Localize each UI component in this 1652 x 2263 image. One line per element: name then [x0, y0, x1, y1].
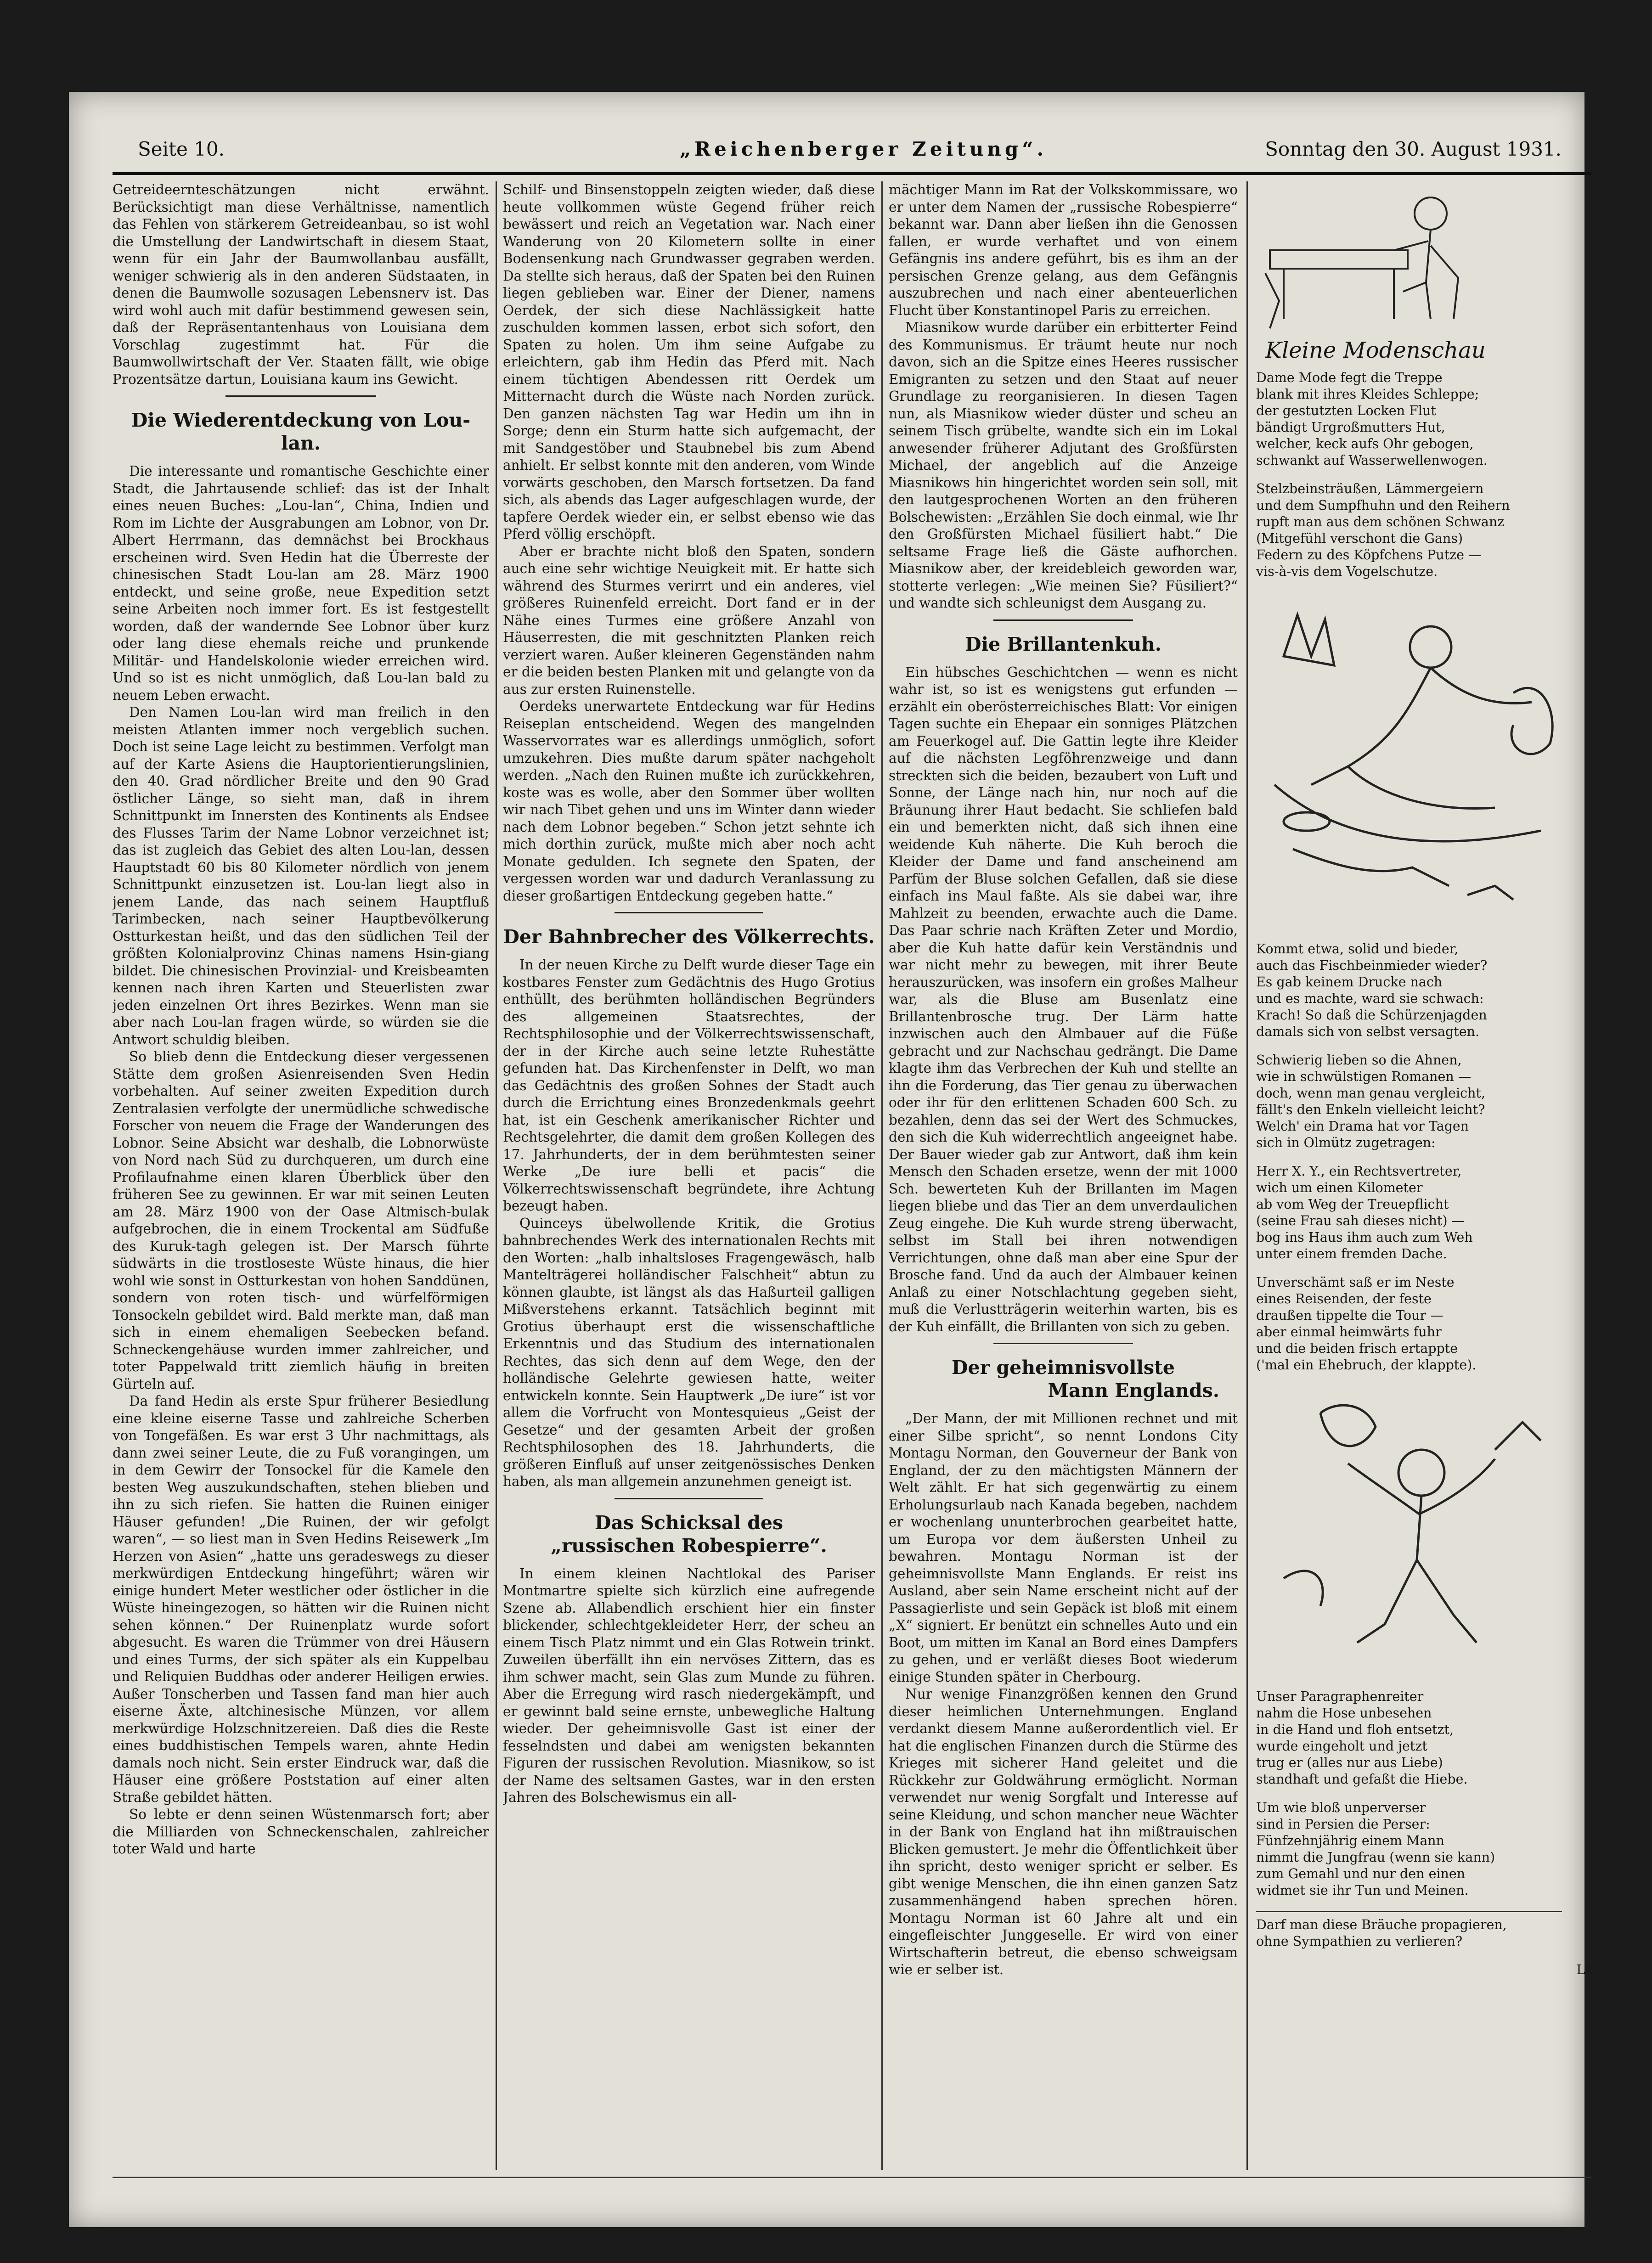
paragraph: Den Namen Lou-lan wird man freilich in den meisten Atlanten immer noch vergeblich suchen. Doch ist seine Lage leicht zu bestimmen. Verfolgt man auf der Karte Asiens die Hauptorientierungslinien, den 40. Grad nördlicher Breite und den 90 Grad östlicher Länge, so sieht man, daß in ihrem Schnittpunkt im Innersten des Kontinents als Endsee des Flusses Tarim der Name Lobnor verzeichnet ist; das ist zugleich das Gebiet des alten Lou-lan, dessen Hauptstadt 60 bis 80 Kilometer nördlich von jenem Schnittpunkt einzusetzen ist. Lou-lan liegt also in jenem Lande, das nach seinem Hauptfluß Tarimbecken, nach seiner Hauptbevölkerung Ostturkestan heißt, und das den südlichen Teil der größten Kolonialprovinz Chinas namens Hsin-giang bildet. Die chinesischen Provinzial- und Kreisbeamten kennen nach ihren Karten und Steuerlisten zwar jeden einzelnen Ort ihres Bezirkes. Wenn man sie aber nach Lou-lan fragen würde, so würden sie die Antwort schuldig bleiben. — [113, 704, 489, 1047]
issue-date: Sonntag den 30. August 1931. — [1265, 138, 1562, 160]
article-title: Die Brillantenkuh. — [965, 633, 1161, 655]
article-separator — [993, 1343, 1133, 1344]
paragraph: Schilf- und Binsenstoppeln zeigten wieder, daß diese heute vollkommen wüste Gegend früher reich bewässert und reich an Vegetation war. Nach einer Wanderung von 20 Kilometern sollte in einer Bodensenkung nach Grundwasser gegraben werden. Da stellte sich heraus, daß der Spaten bei den Ruinen liegen geblieben war. Einer der Diener, namens Oerdek, der sich diese Nachlässigkeit hatte zuschulden kommen lassen, erbot sich sofort, den Spaten zu holen. Um ihm seine Aufgabe zu erleichtern, gab ihm Hedin das Pferd mit. Nach einem tüchtigen Abendessen ritt Oerdek um Mitternacht durch die Wüste nach Norden zurück. Den ganzen nächsten Tag war Hedin um ihn in Sorge; denn ein Sturm hatte sich aufgemacht, der mit Sandgestöber und Staubnebel bis zum Abend anhielt. Er selbst konnte mit den anderen, vom Winde vorwärts geschoben, den Marsch fortsetzen. Da fand sich, als abends das Lager aufgeschlagen wurde, der tapfere Oerdek wieder ein, er selbst ebenso wie das Pferd völlig erschöpft. — [503, 182, 875, 542]
article-separator — [993, 619, 1133, 621]
paragraph: In der neuen Kirche zu Delft wurde dieser Tage ein kostbares Fenster zum Gedächtnis des Hugo Grotius enthüllt, des berühmten holländischen Begründers des allgemeinen Staatsrechtes, der Rechtsphilosophie und der Völkerrechtswissenschaft, der in der Kirche auch seine letzte Ruhestätte gefunden hat. Das Kirchenfenster in Delft, wo man das Gedächtnis des großen Sohnes der Stadt auch durch die Errichtung eines Bronzedenkmals geehrt hat, ist ein Geschenk amerikanischer Richter und Rechtsgelehrter, die damit dem großen Kollegen des 17. Jahrhunderts, der in dem berühmtesten seiner Werke „De iure belli et pacis“ die Völkerrechtswissenschaft begründete, ihre Achtung bezeugt haben. — [503, 957, 875, 1214]
poem-stanza: Um wie bloß unperverser sind in Persien die Perser: Fünfzehnjährig einem Mann nimmt die Jungfrau (wenn sie kann) zum Gemahl und nur den einen widmet sie ihr Tun und Meinen. — [1256, 1800, 1495, 1898]
poem-separator — [1256, 1911, 1562, 1912]
poem-stanza: Dame Mode fegt die Treppe blank mit ihres Kleides Schleppe; der gestutzten Locken Flut bändigt Urgroßmutters Hut, welcher, keck aufs Ohr gebogen, schwankt auf Wasserwellenwogen. — [1256, 370, 1488, 468]
article-separator — [226, 395, 376, 397]
article-title: Die Wiederentdeckung von Lou-lan. — [131, 409, 471, 454]
column-2 — [503, 181, 875, 2170]
chase-cartoon-illustration — [1256, 1385, 1587, 1679]
paragraph: Nur wenige Finanzgrößen kennen den Grund dieser heimlichen Unternehmungen. England verdankt diesem Manne außerordentlich viel. Er hat die englischen Finanzen durch die Stürme des Krieges mit sicherer Hand geleitet und die Rückkehr zur Goldwährung ermöglicht. Norman verwendet nur wenig Sorgfalt und Interesse auf seine Kleidung, und schon mancher neue Wächter in der Bank von England hat ihn mißtrauischen Blicken gemustert. Je mehr die Öffentlichkeit über ihn spricht, desto weniger spricht er selber. Es gibt wenige Menschen, die ihn einen ganzen Satz zusammenhängend haben sprechen hören. Montagu Norman ist 60 Jahre alt und ein eingefleischter Junggeselle. Er wird von einer Wirtschafterin betreut, die ebenso schweigsam wie er selber ist. — [889, 1686, 1238, 1977]
article-title-line-2: „russischen Robespierre“. — [551, 1534, 827, 1557]
article-title: Der Bahnbrecher des Völkerrechts. — [503, 926, 875, 948]
paragraph: Miasnikow wurde darüber ein erbitterter Feind des Kommunismus. Er träumt heute nur noch davon, sich an die Spitze eines Heeres russischer Emigranten zu setzen und den Staat auf neuer Grundlage zu reorganisieren. In diesen Tagen nun, als Miasnikow wieder düster und scheu an seinem Tisch grübelte, wandte sich ein im Lokal anwesender früherer Adjutant des Großfürsten Michael, der angeblich auf die Anzeige Miasnikows hin hingerichtet worden sein soll, mit den lautgesprochenen Worten an den früheren Bolschewisten: „Erzählen Sie doch einmal, wie Ihr den Großfürsten Michael füsiliert habt.“ Die seltsame Frage ließ die Gäste aufhorchen. Miasnikow aber, der kreidebleich geworden war, stotterte verlegen: „Wie meinen Sie? Füsiliert?“ und wandte sich schleunigst dem Ausgang zu. — [889, 320, 1238, 611]
paragraph: So blieb denn die Entdeckung dieser vergessenen Stätte dem großen Asienreisenden Sven Hedin vorbehalten. Auf seiner zweiten Expedition durch Zentralasien verfolgte der unermüdliche schwedische Forscher von neuem die Frage der Wanderungen des Lobnor. Seine Absicht war deshalb, die Lobnorwüste von Nord nach Süd zu durchqueren, um durch eine Profilaufnahme einen klaren Überblick über den früheren See zu gewinnen. Er war mit seinen Leuten am 28. März 1900 von der Oase Altmisch-bulak aufgebrochen, die in einem Trockental am Südfuße des Kuruk-tagh gelegen ist. Der Marsch führte südwärts in die trostloseste Wüste hinaus, die hier wohl wie sonst in Ostturkestan von hohen Sanddünen, sondern von roten tisch- und würfelförmigen Tonsockeln gebildet wird. Bald merkte man, daß man sich in einem ehemaligen Seebecken befand. Schneckengehäuse wurden immer zahlreicher, und toter Pappelwald tritt ziemlich häufig in breiten Gürteln auf. — [113, 1049, 489, 1392]
column-divider — [496, 181, 497, 2170]
author-signature: Ls. — [1576, 1962, 1596, 1977]
article-title-line-1: Der geheimnisvollste — [951, 1357, 1175, 1379]
poem-stanza: Kommt etwa, solid und bieder, auch das Fischbeinmieder wieder? Es gab keinem Drucke nach und es machte, ward sie schwach: Krach! So daß die Schürzenjagden damals sich von selbst versagten. — [1256, 941, 1488, 1039]
fashion-cartoon-illustration — [1256, 592, 1587, 932]
paragraph: Da fand Hedin als erste Spur früherer Besiedlung eine kleine eiserne Tasse und zahlreiche Scherben von Tongefäßen. Es war erst 3 Uhr nachmittags, als dann zwei seiner Leute, die zu Fuß vorangingen, um in dem Gewirr der Tonsockel für die Kamele den besten Weg auszukundschaften, stehen blieben und ihn zu sich riefen. Sie hatten die Ruinen einiger Häuser gefunden! „Die Ruinen, der wir gefolgt waren“, — so liest man in Sven Hedins Reisewerk „Im Herzen von Asien“ „hatte uns geradeswegs zu dieser merkwürdigen Entdeckung hingeführt; wären wir einige hundert Meter westlicher oder östlicher in die Wüste hineingezogen, so hätten wir die Ruinen nicht sehen können.“ Der Ruinenplatz wurde sofort abgesucht. Es waren die Trümmer von drei Häusern und eines Turms, der sich später als ein Kuppelbau und Reliquien Buddhas oder anderer Heiligen erwies. Außer Tonscherben und Tassen fand man hier auch eiserne Äxte, altchinesische Münzen, vor allem merkwürdige Holzschnitzereien. Daß dies die Reste eines buddhistischen Tempels waren, ahnte Hedin damals noch nicht. Sein erster Eindruck war, daß die Häuser eine größere Poststation auf einer alten Straße gebildet hätten. — [113, 1393, 489, 1805]
footer-rule — [113, 2177, 1591, 2178]
poem-stanza: Unverschämt saß er im Neste eines Reisenden, der feste draußen tippelte die Tour — aber einmal heimwärts fuhr und die beiden frisch ertappte ('mal ein Ehebruch, der klappte). — [1256, 1275, 1477, 1373]
poem-stanza: Stelzbeinsträußen, Lämmergeiern und dem Sumpfhuhn und den Reihern rupft man aus dem schönen Schwanz (Mitgefühl verschont die Gans) Federn zu des Köpfchens Putze — vis-à-vis dem Vogelschutze. — [1256, 481, 1510, 579]
paragraph: „Der Mann, der mit Millionen rechnet und mit einer Silbe spricht“, so nennt Londons City Montagu Norman, den Gouverneur der Bank von England, der zu den mächtigsten Männern der Welt zählt. Er hat sich gegenwärtig zu einem Erholungsurlaub nach Kanada begeben, nachdem er wochenlang ununterbrochen gearbeitet hatte, um Europa vor dem äußersten Unheil zu bewahren. Montagu Norman ist der geheimnisvollste Mann Englands. Er reist ins Ausland, aber sein Name erscheint nicht auf der Passagierliste und sein Gepäck ist bloß mit einem „X“ signiert. Er benützt ein schnelles Auto und ein Boot, um mitten im Kanal an Bord eines Dampfers zu gehen, und er verläßt dieses Boot wiederum einige Stunden später in Cherbourg. — [889, 1411, 1238, 1685]
header-rule — [113, 172, 1591, 175]
paragraph: Die interessante und romantische Geschichte einer Stadt, die Jahrtausende schlief: das ist der Inhalt eines neuen Buches: „Lou-lan“, China, Indien und Rom im Lichte der Ausgrabungen am Lobnor, von Dr. Albert Herrmann, das demnächst bei Brockhaus erscheinen wird. Sven Hedin hat die Überreste der chinesischen Stadt Lou-lan am 28. März 1900 entdeckt, und seine große, neue Expedition setzt seine Arbeiten noch immer fort. Es ist festgestellt worden, daß der wandernde See Lobnor über kurz oder lang diese ehemals reiche und prunkende Militär- und Handelskolonie wieder erreichen wird. Und so ist es nicht unmöglich, daß Lou-lan bald zu neuem Leben erwacht. — [113, 463, 489, 703]
column-4 — [1256, 181, 1596, 2170]
paragraph: Ein hübsches Geschichtchen — wenn es nicht wahr ist, so ist es wenigstens gut erfunden — erzählt ein oberösterreichisches Blatt: Vor einigen Tagen suchte ein Ehepaar ein sonniges Plätzchen am Feuerkogel auf. Die Gattin legte ihre Kleider auf die nächsten Legföhrenzweige und dann streckten sich die beiden, bezaubert von Luft und Sonne, der Länge nach hin, nur noch auf die Bräunung ihrer Haut bedacht. Sie schliefen bald ein und bemerkten nicht, daß sich ihnen eine weidende Kuh näherte. Die Kuh beroch die Kleider der Dame und fand anscheinend am Parfüm der Bluse solchen Gefallen, daß sie diese einfach ins Maul faßte. Als sie dabei war, ihre Mahlzeit zu beenden, erwachte auch die Dame. Das Paar schrie nach Kräften Zeter und Mordio, aber die Kuh hatte dafür kein Verständnis und war nicht mehr zu bewegen, mit ihrer Beute herauszurücken, was insofern ein großes Malheur war, als die Bluse am Busenlatz eine Brillantenbrosche trug. Der Lärm hatte inzwischen auch den Almbauer auf die Füße gebracht und zur Nachschau gedrängt. Die Dame klagte ihm das Verbrechen der Kuh und stellte an ihn die Forderung, das Tier genau zu überwachen oder ihr für den erlittenen Schaden 600 Sch. zu bezahlen, denn das sei der Wert des Schmuckes, den sich die Kuh widerrechtlich angeeignet habe. Der Bauer wieder gab zur Antwort, daß ihm kein Mensch den Schaden ersetze, wenn der mit 1000 Sch. bewerteten Kuh der Brillanten im Magen liegen bliebe und das Tier an dem unverdaulichen Zeug eingehe. Die Kuh wurde streng überwacht, selbst im Stall bei ihren notwendigen Verrichtungen, ohne daß man aber eine Spur der Brosche fand. Und da auch der Almbauer keinen Anlaß zu einer Notschlachtung gegeben sieht, muß die Verlustträgerin weiterhin warten, bis es der Kuh einfällt, die Brillanten von sich zu geben. — [889, 664, 1238, 1334]
paragraph: Quinceys übelwollende Kritik, die Grotius bahnbrechendes Werk des internationalen Rechts mit den Worten: „halb inhaltsloses Fragengewäsch, halb Mantelträgerei holländischer Falschheit“ abtun zu können glaubte, ist längst als das Haßurteil galligen Mißverstehens erkannt. Tatsächlich beginnt mit Grotius überhaupt erst die wissenschaftliche Erkenntnis und das Studium des internationalen Rechtes, das sich denn auf dem Wege, den der holländische Gelehrte gewiesen hatte, weiter entwickeln konnte. Sein Hauptwerk „De iure“ ist vor allem die Vorfrucht von Montesquieus „Geist der Gesetze“ und der gesamten Arbeit der großen Rechtsphilosophen des 18. Jahrhunderts, die größeren Einfluß auf unser zeitgenössisches Denken haben, als man allgemein anzunehmen geneigt ist. — [503, 1215, 875, 1489]
poem-title: Kleine Modenschau — [1265, 338, 1486, 363]
column-divider — [1246, 181, 1248, 2170]
article-title-line-1: Das Schicksal des — [594, 1511, 784, 1534]
paragraph: So lebte er denn seinen Wüstenmarsch fort; aber die Milliarden von Schneckenschalen, zahlreicher toter Wald und harte — [113, 1807, 489, 1857]
article-separator — [615, 1498, 763, 1499]
column-divider — [881, 181, 883, 2170]
paragraph: Aber er brachte nicht bloß den Spaten, sondern auch eine sehr wichtige Neuigkeit mit. Er hatte sich während des Sturmes verirrt und ein anderes, viel größeres Ruinenfeld erreicht. Dort fand er in der Nähe eines Turmes eine größere Anzahl von Häuserresten, die mit geschnitzten Planken reich verziert waren. Außer kleineren Gegenständen nahm er die beiden besten Planken mit und gelangte von da aus zur ersten Ruinenstelle. — [503, 543, 875, 697]
column-1 — [113, 181, 489, 2170]
article-separator — [615, 912, 763, 913]
poem-stanza: Darf man diese Bräuche propagieren, ohne Sympathien zu verlieren? — [1256, 1917, 1507, 1949]
paragraph: mächtiger Mann im Rat der Volkskommissare, wo er unter dem Namen der „russische Robespierre“ bekannt war. Dann aber ließen ihn die Genossen fallen, er wurde verhaftet und von einem Gefängnis ins andere geführt, bis es ihm an der persischen Grenze gelang, aus dem Gefängnis auszubrechen und nach einer abenteuerlichen Flucht über Konstantinopel Paris zu erreichen. — [889, 182, 1238, 318]
article-continuation: Getreideernteschätzungen nicht erwähnt. Berücksichtigt man diese Verhältnisse, namentlich das Fehlen von stärkerem Getreideanbau, so ist wohl die Umstellung der Landwirtschaft in diesem Staat, wenn für ein Jahr der Baumwollanbau ausfällt, weniger schwierig als in den anderen Südstaaten, in denen die Baumwolle sozusagen Lebensnerv ist. Das wird wohl auch mit dafür bestimmend gewesen sein, daß der Repräsentantenhaus von Louisiana dem Vorschlag zugestimmt hat. Für die Baumwollwirtschaft der Ver. Staaten fällt, wie obige Prozentsätze dartun, Louisiana kaum ins Gewicht. — [113, 182, 489, 387]
writer-at-desk-illustration — [1256, 181, 1587, 333]
page-number: Seite 10. — [138, 138, 225, 160]
column-3 — [889, 181, 1238, 2170]
paragraph: In einem kleinen Nachtlokal des Pariser Montmartre spielte sich kürzlich eine aufregende Szene ab. Allabendlich erschient hier ein finster blickender, schlechtgekleideter Herr, der scheu an einem Tisch Platz nimmt und ein Glas Rotwein trinkt. Zuweilen überfällt ihn ein nervöses Zittern, das es ihm schwer macht, sein Glas zum Munde zu führen. Aber die Erregung wird rasch niedergekämpft, und er gewinnt bald seine ernste, unbewegliche Haltung wieder. Der geheimnisvolle Gast ist einer der fesselndsten und dabei am wenigsten bekannten Figuren der russischen Revolution. Miasnikow, so ist der Name des seltsamen Gastes, war in den ersten Jahren des Bolschewismus ein all- — [503, 1565, 875, 1805]
newspaper-title: „Reichenberger Zeitung“. — [680, 138, 1048, 160]
poem-stanza: Schwierig lieben so die Ahnen, wie in schwülstigen Romanen — doch, wenn man genau vergleicht, fällt's den Enkeln vielleicht leicht? Welch' ein Drama hat vor Tagen sich in Olmütz zugetragen: — [1256, 1053, 1485, 1150]
poem-stanza: Unser Paragraphenreiter nahm die Hose unbesehen in die Hand und floh entsetzt, wurde eingeholt und jetzt trug er (alles nur aus Liebe) standhaft und gefaßt die Hiebe. — [1256, 1689, 1468, 1787]
article-title-line-2: Mann Englands. — [1048, 1379, 1219, 1402]
poem-stanza: Herr X. Y., ein Rechtsvertreter, wich um einen Kilometer ab vom Weg der Treuepflicht (seine Frau sah dieses nicht) — bog ins Haus ihm auch zum Weh unter einem fremden Dache. — [1256, 1164, 1473, 1261]
page-header — [138, 133, 1562, 170]
paragraph: Oerdeks unerwartete Entdeckung war für Hedins Reiseplan entscheidend. Wegen des mangelnden Wasservorrates war es allerdings unmöglich, sofort umzukehren. Dies mußte darum später nachgeholt werden. „Nach den Ruinen mußte ich zurückkehren, koste was es wolle, aber den Sommer über wollten wir nach Tibet gehen und uns im Winter dann wieder nach dem Lobnor begeben.“ Schon jetzt sehnte ich mich dorthin zurück, mußte mich aber noch acht Monate gedulden. Ich segnete den Spaten, der vergessen worden war und dadurch Veranlassung zu dieser großartigen Entdeckung gegeben hatte.“ — [503, 698, 875, 904]
